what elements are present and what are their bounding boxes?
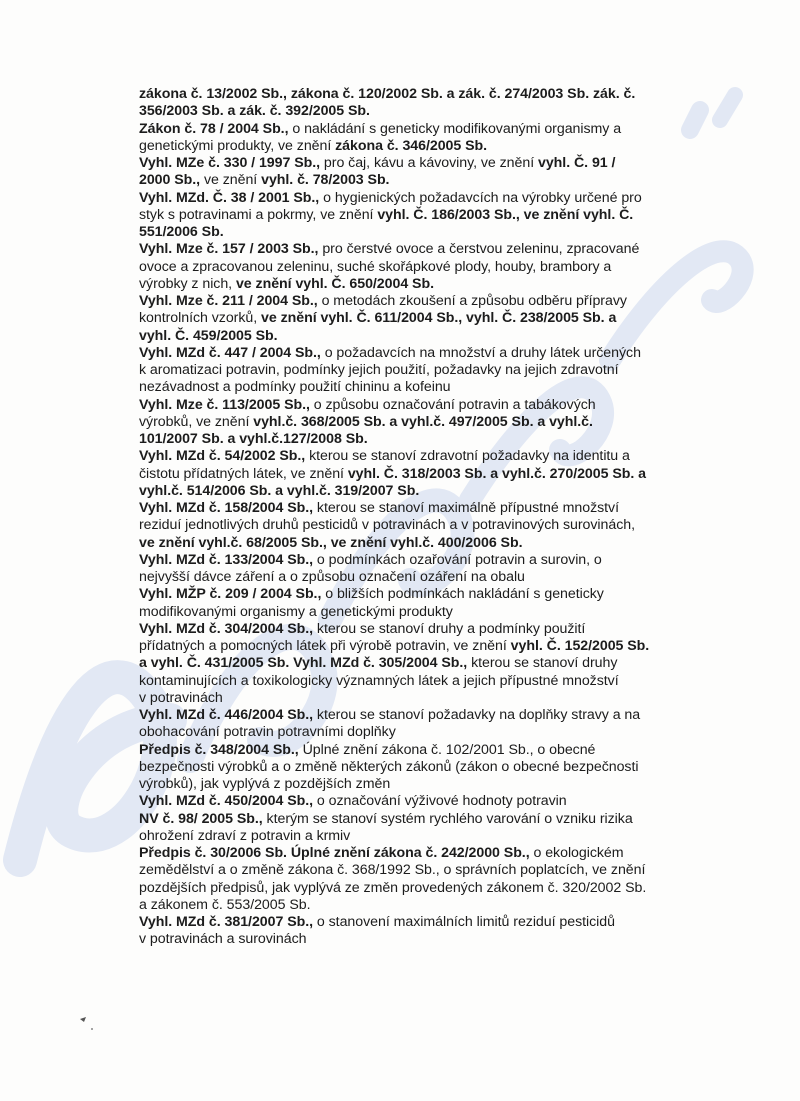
text-line <box>139 397 714 414</box>
legislation-entry <box>139 742 714 794</box>
description-text: ve znění <box>200 172 262 189</box>
description-text: kterou se stanoví zdravotní požadavky na identitu a <box>305 448 630 465</box>
text-line <box>139 483 714 500</box>
legislation-entry <box>139 397 714 449</box>
description-text: Úplné znění zákona č. 102/2001 Sb., o obecné <box>298 741 596 758</box>
text-line <box>139 811 714 828</box>
text-line <box>139 448 714 465</box>
text-line <box>139 431 714 448</box>
citation-bold-text: Zákon č. 78 / 2004 Sb., <box>139 120 289 137</box>
citation-bold-text: vyhl. Č. 152/2005 Sb. <box>510 638 650 654</box>
citation-bold-text: Předpis č. 30/2006 Sb. Úplné znění zákona č. 242/2000 Sb., <box>139 845 530 861</box>
text-line <box>139 759 714 776</box>
text-line <box>139 224 714 241</box>
description-text: v potravinách <box>139 689 223 706</box>
legislation-entry <box>139 345 714 397</box>
citation-bold-text: vyhl. Č. 91 / <box>538 155 616 171</box>
text-line <box>139 121 714 138</box>
legislation-entry <box>139 552 714 587</box>
description-text: a zákonem č. 553/2005 Sb. <box>139 896 311 913</box>
citation-bold-text: vyhl.č. 514/2006 Sb. a vyhl.č. 319/2007 Sb. <box>139 482 420 499</box>
text-line <box>139 535 714 552</box>
text-line <box>139 604 714 621</box>
text-line <box>139 241 714 258</box>
citation-bold-text: Vyhl. MZd č. 304/2004 Sb., <box>139 620 314 637</box>
text-line <box>139 293 714 310</box>
description-text: o bližších podmínkách nakládání s geneticky <box>321 586 604 603</box>
text-line <box>139 862 714 879</box>
description-text: kterou se stanoví požadavky na doplňky stravy a na <box>313 707 641 723</box>
citation-bold-text: Vyhl. MZd č. 158/2004 Sb., <box>139 500 314 516</box>
description-text: o stanovení maximálních limitů reziduí pesticidů <box>313 914 615 930</box>
text-line <box>139 259 714 276</box>
description-text: o označování výživové hodnoty potravin <box>313 793 567 810</box>
description-text: v potravinách a surovinách <box>139 931 307 948</box>
text-line <box>139 897 714 914</box>
description-text: kontaminujících a toxikologicky významných látek a jejich přípustné množství <box>139 672 619 689</box>
citation-bold-text: Vyhl. MŽP č. 209 / 2004 Sb., <box>139 586 322 603</box>
citation-bold-text: 101/2007 Sb. a vyhl.č.127/2008 Sb. <box>139 431 368 447</box>
citation-bold-text: ve znění vyhl.č. 68/2005 Sb., ve znění vyhl.č. 400/2006 Sb. <box>139 534 523 551</box>
text-line <box>139 103 714 120</box>
description-text: o nakládání s geneticky modifikovanými organismy a <box>288 120 622 137</box>
description-text: o ekologickém <box>529 845 624 861</box>
description-text: pozdějších předpisů, jak vyplývá ze změn provedených zákonem č. 320/2002 Sb. <box>139 879 647 896</box>
description-text: pro čaj, kávu a kávoviny, ve znění <box>320 155 538 171</box>
text-line <box>139 569 714 586</box>
text-line <box>139 742 714 759</box>
text-line <box>139 655 714 672</box>
text-line <box>139 690 714 707</box>
text-line <box>139 328 714 345</box>
text-line <box>139 500 714 517</box>
text-line <box>139 707 714 724</box>
text-line <box>139 86 714 103</box>
legislation-entry <box>139 707 714 742</box>
scan-speck-icon <box>78 1013 108 1033</box>
description-text: modifikovanými organismy a genetickými produkty <box>139 603 453 620</box>
text-line <box>139 586 714 603</box>
text-line <box>139 310 714 327</box>
description-text: bezpečnosti výrobků a o změně některých zákonů (zákon o obecné bezpečnosti <box>139 758 639 775</box>
description-text: kterou se stanoví druhy <box>467 655 618 672</box>
text-line <box>139 638 714 655</box>
text-line <box>139 673 714 690</box>
legislation-entry <box>139 293 714 345</box>
description-text: obohacování potravin potravními doplňky <box>139 724 396 741</box>
citation-bold-text: Vyhl. MZd č. 446/2004 Sb., <box>139 707 314 723</box>
citation-bold-text: 356/2003 Sb. a zák. č. 392/2005 Sb. <box>139 103 370 120</box>
citation-bold-text: zákona č. 13/2002 Sb., zákona č. 120/2002 Sb. a zák. č. 274/2003 Sb. zák. č. <box>139 86 636 102</box>
text-line <box>139 914 714 931</box>
text-line <box>139 621 714 638</box>
legislation-entry <box>139 448 714 500</box>
description-text: nezávadnost a podmínky použití chininu a kofeinu <box>139 379 451 396</box>
legislation-entry <box>139 586 714 621</box>
citation-bold-text: 2000 Sb., <box>139 172 201 189</box>
text-line <box>139 845 714 862</box>
citation-bold-text: Vyhl. Mze č. 113/2005 Sb., <box>139 396 310 413</box>
citation-bold-text: Předpis č. 348/2004 Sb., <box>139 741 299 758</box>
description-text: nejvyšší dávce záření a o způsobu označení ozáření na obalu <box>139 569 525 585</box>
citation-bold-text: Vyhl. Mze č. 157 / 2003 Sb., <box>139 241 319 258</box>
description-text: reziduí jednotlivých druhů pesticidů v potravinách a v potravinových surovinách, <box>139 517 635 534</box>
description-text: o požadavcích na množství a druhy látek určených <box>320 344 641 361</box>
text-line <box>139 776 714 793</box>
description-text: o metodách zkoušení a způsobu odběru přípravy <box>317 293 627 309</box>
citation-bold-text: Vyhl. MZd č. 447 / 2004 Sb., <box>139 344 321 361</box>
text-line <box>139 466 714 483</box>
citation-bold-text: Vyhl. MZd č. 450/2004 Sb., <box>139 793 314 810</box>
text-line <box>139 362 714 379</box>
legislation-entry <box>139 241 714 293</box>
text-line <box>139 207 714 224</box>
text-line <box>139 276 714 293</box>
legislation-entry <box>139 811 714 846</box>
legislation-entry <box>139 155 714 190</box>
legislation-entry <box>139 793 714 810</box>
legislation-entry <box>139 121 714 156</box>
text-line <box>139 793 714 810</box>
text-line <box>139 190 714 207</box>
citation-bold-text: Vyhl. Mze č. 211 / 2004 Sb., <box>139 293 318 309</box>
citation-bold-text: a vyhl. Č. 431/2005 Sb. Vyhl. MZd č. 305/2004 Sb., <box>139 655 468 672</box>
description-text: styk s potravinami a pokrmy, ve znění <box>139 206 378 223</box>
citation-bold-text: Vyhl. MZd. Č. 38 / 2001 Sb., <box>139 189 320 206</box>
description-text: výrobků, ve znění <box>139 413 254 430</box>
text-line <box>139 880 714 897</box>
legislation-entry <box>139 500 714 552</box>
citation-bold-text: vyhl. Č. 186/2003 Sb., ve znění vyhl. Č. <box>377 206 634 223</box>
legislation-entry <box>139 621 714 707</box>
description-text: výrobků), jak vyplývá z pozdějších změn <box>139 776 391 792</box>
text-line <box>139 517 714 534</box>
citation-bold-text: zákona č. 346/2005 Sb. <box>335 137 488 154</box>
legislation-entry <box>139 845 714 914</box>
legislation-list <box>139 86 714 949</box>
description-text: výrobky z nich, <box>139 275 236 292</box>
text-line <box>139 724 714 741</box>
text-line <box>139 414 714 431</box>
citation-bold-text: Vyhl. MZd č. 54/2002 Sb., <box>139 448 306 465</box>
citation-bold-text: Vyhl. MZe č. 330 / 1997 Sb., <box>139 155 321 171</box>
description-text: zemědělství a o změně zákona č. 368/1992 Sb., o správních poplatcích, ve znění <box>139 862 646 879</box>
description-text: kterou se stanoví druhy a podmínky použití <box>313 620 586 637</box>
citation-bold-text: vyhl. Č. 318/2003 Sb. a vyhl.č. 270/2005 Sb. a <box>347 465 646 482</box>
text-line <box>139 931 714 948</box>
text-line <box>139 828 714 845</box>
description-text: genetickými produkty, ve znění <box>139 137 336 154</box>
description-text: o způsobu označování potravin a tabákových <box>309 396 596 413</box>
description-text: k aromatizaci potravin, podmínky jejich použití, požadavky na jejich zdravotní <box>139 362 619 378</box>
citation-bold-text: ve znění vyhl. Č. 650/2004 Sb. <box>235 275 434 292</box>
citation-bold-text: vyhl. Č. 459/2005 Sb. <box>139 327 278 344</box>
description-text: ohrožení zdraví z potravin a krmiv <box>139 827 351 844</box>
description-text: kterým se stanoví systém rychlého varování o vzniku rizika <box>262 810 633 827</box>
citation-bold-text: Vyhl. MZd č. 133/2004 Sb., <box>139 551 314 568</box>
legislation-entry <box>139 190 714 242</box>
text-line <box>139 155 714 172</box>
description-text: ovoce a zpracovanou zeleninu, suché skořápkové plody, houby, brambory a <box>139 258 612 275</box>
description-text: čistotu přídatných látek, ve znění <box>139 465 348 482</box>
citation-bold-text: NV č. 98/ 2005 Sb., <box>139 810 263 827</box>
description-text: o podmínkách ozařování potravin a surovin, o <box>313 551 602 568</box>
text-line <box>139 552 714 569</box>
description-text: přídatných a pomocných látek při výrobě potravin, ve znění <box>139 638 511 654</box>
legislation-entry <box>139 86 714 121</box>
text-line <box>139 379 714 396</box>
citation-bold-text: ve znění vyhl. Č. 611/2004 Sb., vyhl. Č. 238/2005 Sb. a <box>261 310 617 327</box>
description-text: kontrolních vzorků, <box>139 310 262 327</box>
citation-bold-text: vyhl. č. 78/2003 Sb. <box>261 172 390 189</box>
legislation-entry <box>139 914 714 949</box>
citation-bold-text: 551/2006 Sb. <box>139 224 224 240</box>
citation-bold-text: vyhl.č. 368/2005 Sb. a vyhl.č. 497/2005 Sb. a vyhl.č. <box>253 413 593 430</box>
citation-bold-text: Vyhl. MZd č. 381/2007 Sb., <box>139 914 314 930</box>
description-text: o hygienických požadavcích na výrobky určené pro <box>319 189 642 206</box>
description-text: kterou se stanoví maximálně přípustné množství <box>313 500 619 516</box>
description-text: pro čerstvé ovoce a čerstvou zeleninu, zpracované <box>318 241 640 258</box>
text-line <box>139 138 714 155</box>
text-line <box>139 172 714 189</box>
text-line <box>139 345 714 362</box>
